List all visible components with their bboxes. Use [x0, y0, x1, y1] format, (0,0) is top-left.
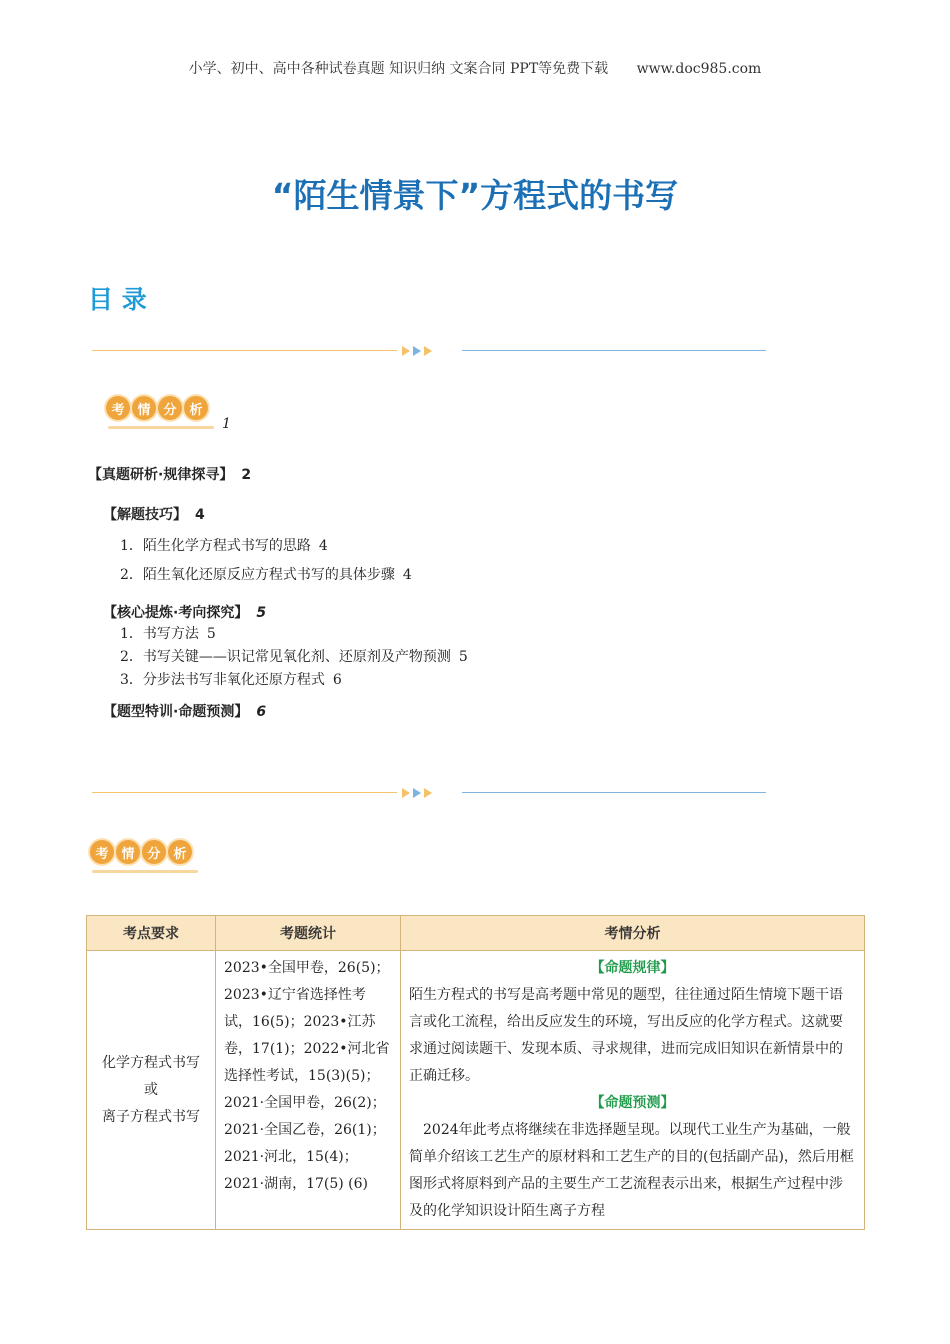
toc-badge-kaoqingfenxi[interactable]	[106, 396, 208, 420]
badge-char: 情	[132, 396, 156, 420]
section-badge-kaoqingfenxi	[90, 840, 192, 864]
document-title: “陌生情景下”方程式的书写	[271, 176, 679, 215]
triple-arrow-icon	[402, 344, 452, 358]
table-row	[87, 951, 865, 1230]
divider-top	[92, 344, 766, 358]
triple-arrow-icon	[402, 786, 452, 800]
header-url[interactable]: www.doc985.com	[636, 61, 762, 77]
toc-entry[interactable]: 【题型特训·命题预测】 6	[103, 704, 267, 720]
toc-entry[interactable]: 2．陌生氧化还原反应方程式书写的具体步骤 4	[120, 567, 412, 583]
topic-cell: 化学方程式书写 或 离子方程式书写	[87, 951, 216, 1230]
divider-bottom	[92, 786, 766, 800]
badge-char: 分	[142, 840, 166, 864]
toc-entry[interactable]: 1．书写方法 5	[120, 626, 216, 642]
badge-char: 考	[90, 840, 114, 864]
badge-char: 考	[106, 396, 130, 420]
toc-entry[interactable]: 【核心提炼·考向探究】 5	[103, 605, 267, 621]
badge-underline	[108, 426, 214, 429]
table-header-row	[87, 916, 865, 951]
toc-heading: 目 录	[88, 285, 147, 314]
toc-entry[interactable]: 【解题技巧】 4	[103, 507, 205, 523]
toc-entry[interactable]: 1．陌生化学方程式书写的思路 4	[120, 538, 328, 554]
header-text: 小学、初中、高中各种试卷真题 知识归纳 文案合同 PPT等免费下载	[188, 61, 609, 77]
badge-char: 分	[158, 396, 182, 420]
table-header: 考点要求	[87, 916, 216, 951]
toc-page-number: 1	[222, 416, 231, 432]
badge-char: 情	[116, 840, 140, 864]
table-header: 考情分析	[401, 916, 865, 951]
analysis-cell	[401, 951, 865, 1230]
rule-heading: 【命题规律】	[590, 960, 675, 976]
badge-char: 析	[184, 396, 208, 420]
badge-underline	[92, 870, 198, 873]
rule-paragraph: 陌生方程式的书写是高考题中常见的题型，往往通过陌生情境下题干语言或化工流程，给出反应发生的环境，写出反应的化学方程式。这就要求通过阅读题干、发现本质、寻求规律，进而完成旧知识在新情景中的正确迁移。	[409, 987, 843, 1084]
toc-entry[interactable]: 2．书写关键——识记常见氧化剂、还原剂及产物预测 5	[120, 649, 468, 665]
badge-char: 析	[168, 840, 192, 864]
prediction-paragraph: 2024年此考点将继续在非选择题呈现。以现代工业生产为基础，一般简单介绍该工艺生产的原材料和工艺生产的目的(包括副产品)，然后用框图形式将原料到产品的主要生产工艺流程表示出来，根据生产过程中涉及的化学知识设计陌生离子方程	[409, 1122, 854, 1219]
page-header	[0, 58, 950, 78]
stats-cell: 2023•全国甲卷，26(5)； 2023•辽宁省选择性考 试，16(5)；2023•江苏 卷，17(1)；2022•河北省 选择性考试，15(3)(5)； 2021·全国甲卷，26(2)； 2021·全国乙卷，26(1)； 2021·河北，15(4)； 2021·湖南，17(5) (6)	[216, 951, 401, 1230]
analysis-table	[86, 915, 865, 1230]
prediction-heading: 【命题预测】	[590, 1095, 675, 1111]
toc-entry[interactable]: 【真题研析·规律探寻】 2	[88, 467, 252, 483]
table-header: 考题统计	[216, 916, 401, 951]
toc-entry[interactable]: 3．分步法书写非氧化还原方程式 6	[120, 672, 342, 688]
